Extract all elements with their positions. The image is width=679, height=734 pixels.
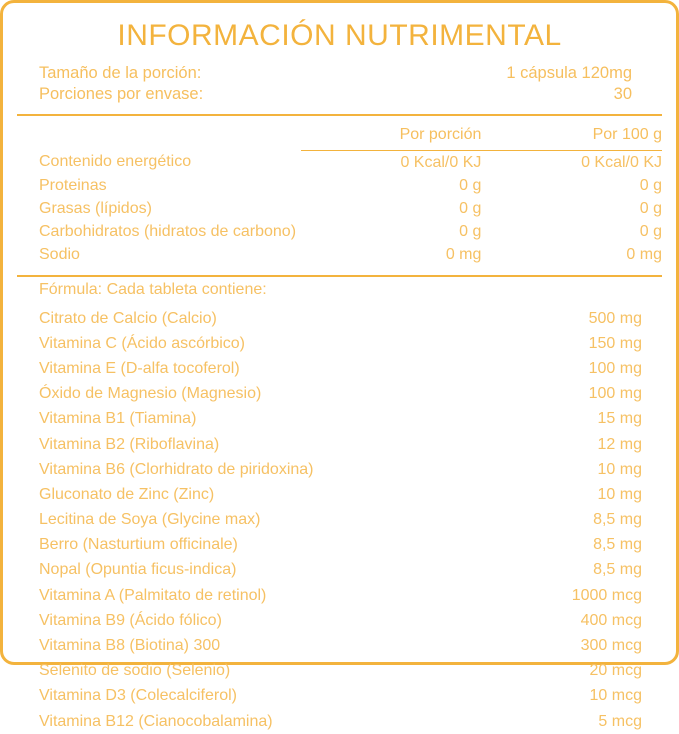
ingredient-amount: 300 mcg: [580, 637, 642, 655]
table-row: [17, 197, 662, 220]
nutrition-table-header-row: [17, 122, 662, 151]
ingredient-name: Vitamina A (Palmitato de retinol): [39, 586, 267, 604]
list-item: [17, 583, 662, 608]
ingredient-name: Selenito de sodio (Selenio): [39, 662, 231, 680]
ingredient-amount: 12 mg: [597, 435, 642, 453]
list-item: [17, 684, 662, 709]
nutrition-table: [17, 122, 662, 266]
table-row: [17, 151, 662, 175]
ingredient-amount: 5 mcg: [598, 712, 642, 730]
ingredient-name: Citrato de Calcio (Calcio): [39, 309, 217, 327]
serving-size-row: [39, 63, 654, 84]
nutrient-name: Proteinas: [39, 176, 107, 194]
table-row: [17, 174, 662, 197]
nutrient-per-100g: 0 g: [639, 199, 662, 217]
formula-table: [17, 306, 662, 734]
ingredient-name: Vitamina B9 (Ácido fólico): [39, 611, 222, 629]
ingredient-amount: 1000 mcg: [571, 586, 642, 604]
ingredient-amount: 100 mg: [588, 385, 642, 403]
ingredient-amount: 8,5 mg: [593, 561, 642, 579]
ingredient-amount: 15 mg: [597, 410, 642, 428]
ingredient-name: Vitamina C (Ácido ascórbico): [39, 334, 246, 352]
serving-size-value: 1 cápsula 120mg: [506, 64, 632, 82]
nutrition-header-blank: [17, 122, 301, 151]
serving-size-label: Tamaño de la porción:: [39, 64, 202, 82]
list-item: [17, 306, 662, 331]
ingredient-amount: 10 mcg: [589, 687, 642, 705]
ingredient-name: Nopal (Opuntia ficus-indica): [39, 561, 237, 579]
nutrition-header-per-100g: Por 100 g: [481, 122, 662, 151]
list-item: [17, 659, 662, 684]
ingredient-name: Óxido de Magnesio (Magnesio): [39, 385, 262, 403]
ingredient-name: Vitamina B8 (Biotina) 300: [39, 637, 221, 655]
ingredient-amount: 10 mg: [597, 485, 642, 503]
serving-info: [17, 63, 662, 105]
nutrient-per-100g: 0 g: [639, 176, 662, 194]
page-title: INFORMACIÓN NUTRIMENTAL: [117, 19, 562, 52]
nutrient-per-serving: 0 g: [459, 222, 482, 240]
list-item: [17, 608, 662, 633]
nutrient-name: Sodio: [39, 245, 80, 263]
table-row: [17, 220, 662, 243]
list-item: [17, 331, 662, 356]
ingredient-amount: 10 mg: [597, 460, 642, 478]
table-row: [17, 243, 662, 266]
list-item: [17, 432, 662, 457]
ingredient-name: Vitamina E (D-alfa tocoferol): [39, 359, 240, 377]
list-item: [17, 356, 662, 381]
ingredient-name: Lecitina de Soya (Glycine max): [39, 511, 261, 529]
list-item: [17, 558, 662, 583]
nutrient-per-serving: 0 mg: [445, 245, 482, 263]
list-item: [17, 633, 662, 658]
list-item: [17, 407, 662, 432]
nutrient-per-serving: 0 Kcal/0 KJ: [400, 153, 482, 171]
list-item: [17, 508, 662, 533]
ingredient-name: Vitamina B2 (Riboflavina): [39, 435, 220, 453]
ingredient-name: Vitamina D3 (Colecalciferol): [39, 687, 237, 705]
ingredient-amount: 8,5 mg: [593, 536, 642, 554]
list-item: [17, 533, 662, 558]
list-item: [17, 709, 662, 734]
servings-per-container-row: [39, 84, 654, 105]
ingredient-amount: 400 mcg: [580, 611, 642, 629]
ingredient-amount: 150 mg: [588, 334, 642, 352]
ingredient-amount: 100 mg: [588, 359, 642, 377]
nutrient-name: Carbohidratos (hidratos de carbono): [39, 222, 297, 240]
ingredient-name: Gluconato de Zinc (Zinc): [39, 485, 215, 503]
ingredient-name: Vitamina B1 (Tiamina): [39, 410, 197, 428]
list-item: [17, 482, 662, 507]
list-item: [17, 457, 662, 482]
ingredient-amount: 500 mg: [588, 309, 642, 327]
nutrient-name: Grasas (lípidos): [39, 199, 152, 217]
nutrient-name: Contenido energético: [39, 153, 192, 171]
nutrient-per-100g: 0 Kcal/0 KJ: [581, 153, 662, 171]
ingredient-amount: 20 mcg: [589, 662, 642, 680]
formula-heading: Fórmula: Cada tableta contiene:: [39, 281, 267, 298]
ingredient-name: Vitamina B6 (Clorhidrato de piridoxina): [39, 460, 314, 478]
divider-top: [17, 114, 662, 116]
nutrition-header-per-serving: Por porción: [301, 122, 482, 151]
ingredient-amount: 8,5 mg: [593, 511, 642, 529]
nutrient-per-100g: 0 mg: [626, 245, 662, 263]
list-item: [17, 382, 662, 407]
servings-per-container-value: 30: [613, 85, 632, 103]
nutrient-per-serving: 0 g: [459, 199, 482, 217]
servings-per-container-label: Porciones por envase:: [39, 85, 204, 103]
ingredient-name: Vitamina B12 (Cianocobalamina): [39, 712, 273, 730]
nutrient-per-serving: 0 g: [459, 176, 482, 194]
ingredient-name: Berro (Nasturtium officinale): [39, 536, 238, 554]
nutrient-per-100g: 0 g: [639, 222, 662, 240]
